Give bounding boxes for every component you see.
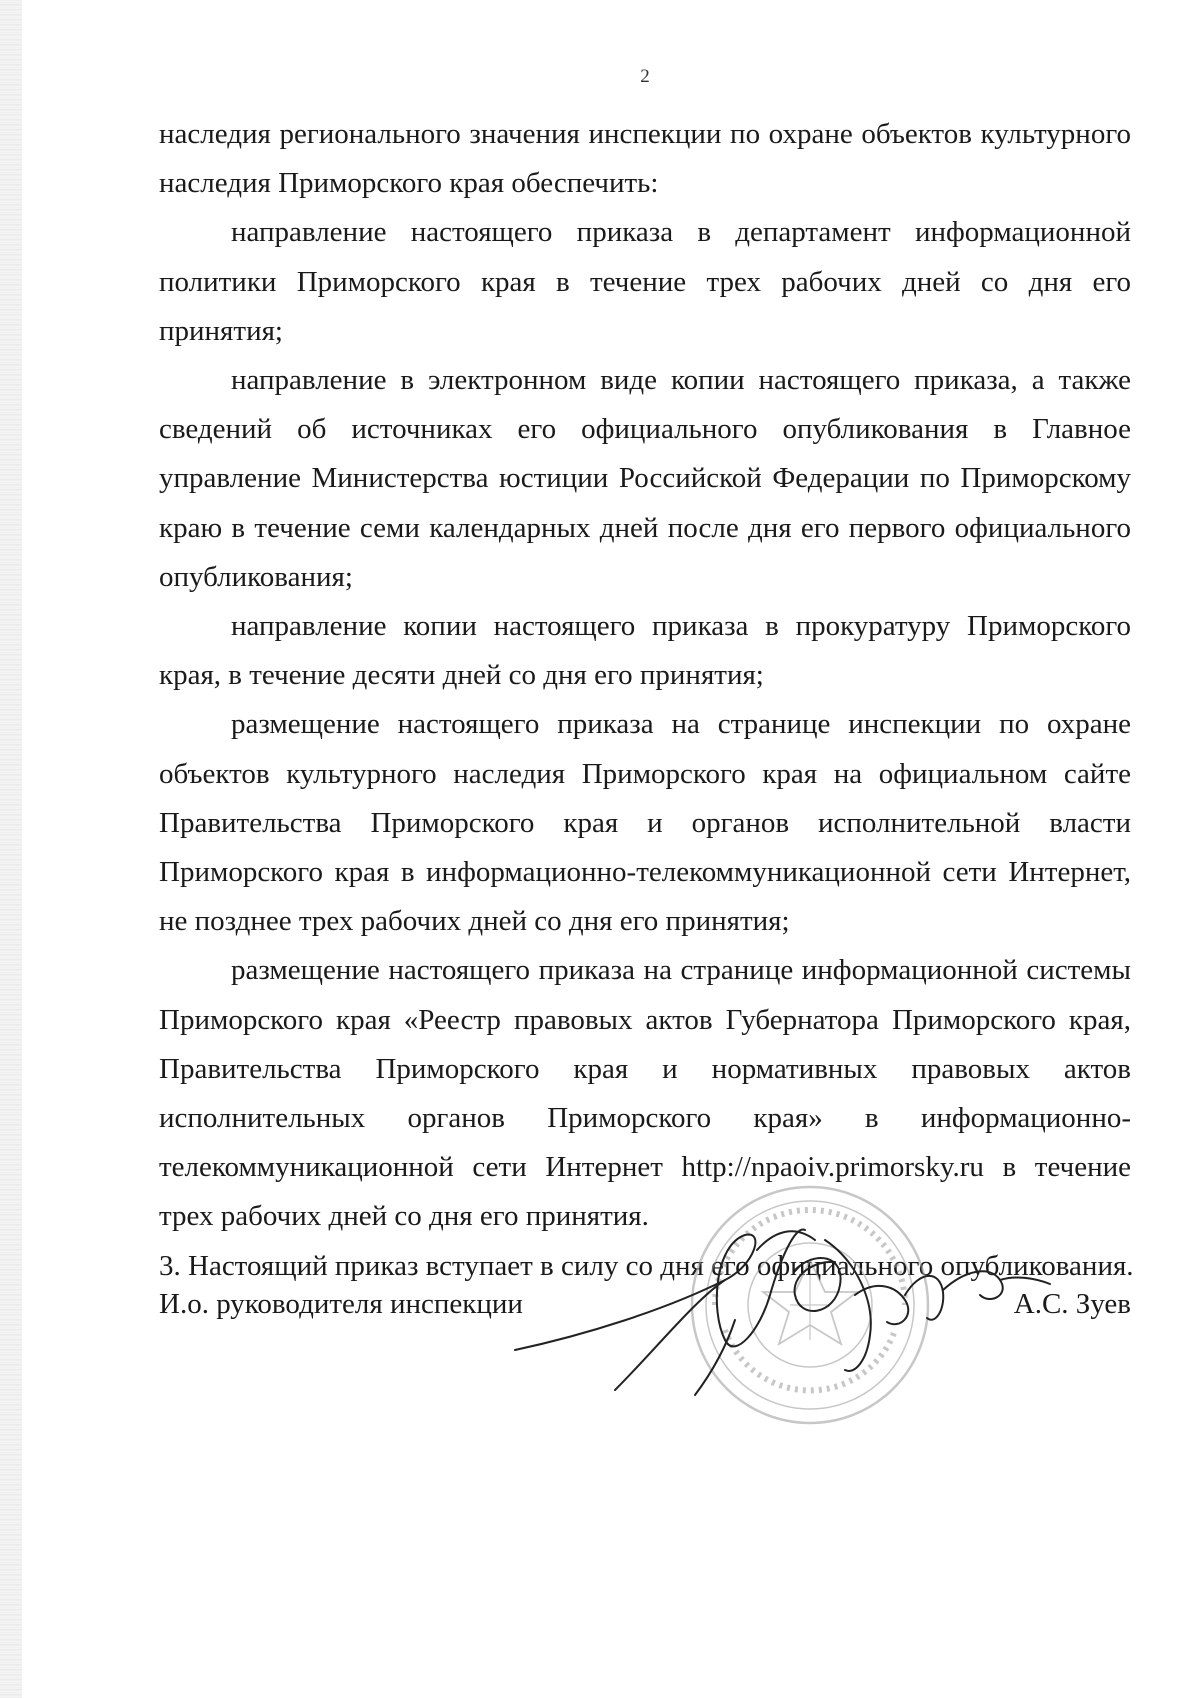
signer-name: А.С. Зуев xyxy=(1013,1288,1131,1320)
paragraph-item-registry: размещение настоящего приказа на странице информационной системы Приморского края «Реестр правовых актов Губернатора Приморского края, Правительства Приморского края и нормативных правовых актов исполнительных органов Приморского края» в информационно-телекоммуникационной сети Интернет http://npaoiv.primorsky.ru в течение трех рабочих дней со дня его принятия. xyxy=(159,954,1131,1233)
paragraph-item-official-site: размещение настоящего приказа на странице инспекции по охране объектов культурного наследия Приморского края на официальном сайте Правительства Приморского края и органов исполнительной власти Приморского края в информационно-телекоммуникационной сети Интернет, не позднее трех рабочих дней со дня его принятия; xyxy=(159,708,1131,938)
signer-role: И.о. руководителя инспекции xyxy=(159,1288,523,1320)
paragraph-item-info-policy: направление настоящего приказа в департамент информационной политики Приморского края в течение трех рабочих дней со дня его принятия; xyxy=(159,216,1131,347)
document-body xyxy=(159,110,1134,1291)
paragraph-item-effective-date: 3. Настоящий приказ вступает в силу со дня его официального опубликования. xyxy=(159,1249,1134,1282)
handwritten-signature xyxy=(495,1200,1055,1400)
scan-edge xyxy=(0,0,22,1698)
page-number: 2 xyxy=(640,66,650,87)
paragraph-item-justice-ministry: направление в электронном виде копии настоящего приказа, а также сведений об источниках его официального опубликования в Главное управление Министерства юстиции Российской Федерации по Приморскому краю в течение семи календарных дней после дня его первого официального опубликования; xyxy=(159,364,1131,593)
paragraph-item-prosecutor: направление копии настоящего приказа в прокуратуру Приморского края, в течение десяти дней со дня его принятия; xyxy=(159,610,1131,692)
paragraph-continuation: наследия регионального значения инспекции по охране объектов культурного наследия Приморского края обеспечить: xyxy=(159,118,1131,200)
